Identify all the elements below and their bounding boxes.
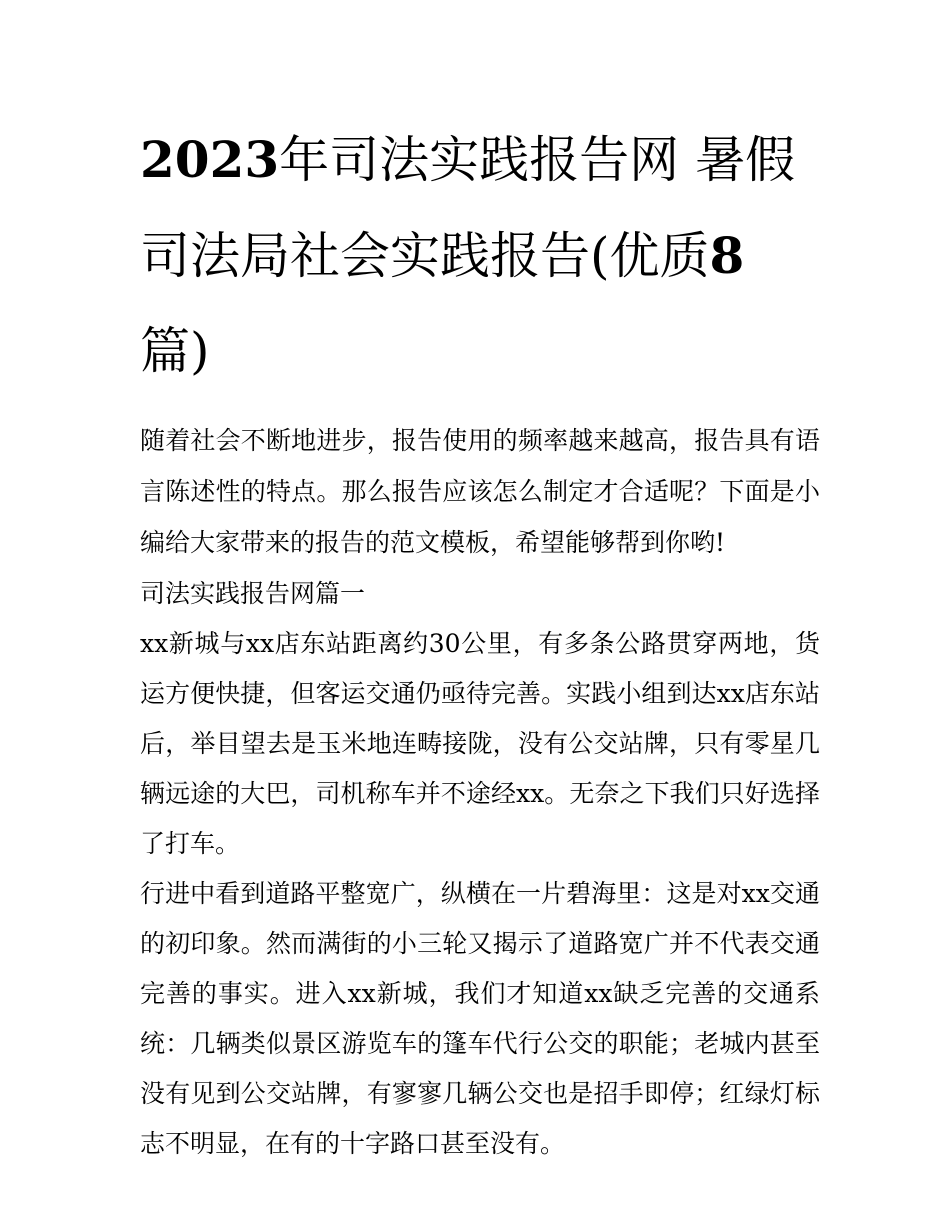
- title-line1-text: 年司法实践报告网 暑假: [279, 131, 796, 189]
- body-paragraph: 行进中看到道路平整宽广，纵横在一片碧海里：这是对xx交通的初印象。然而满街的小三轮又揭示了道路宽广并不代表交通完善的事实。进入xx新城，我们才知道xx缺乏完善的交通系统：几辆类似景区游览车的篷车代行公交的职能；老城内甚至没有见到公交站牌，有寥寥几辆公交也是招手即停；红绿灯标志不明显，在有的十字路口甚至没有。: [140, 879, 820, 1158]
- title-line2-text: 司法局社会实践报告(优质: [140, 227, 710, 285]
- title-year: 2023: [140, 130, 280, 189]
- title-line3-text: 篇): [140, 322, 210, 380]
- document-title: [140, 112, 820, 399]
- section-heading: 司法实践报告网篇一: [140, 579, 366, 608]
- title-count: 8: [709, 226, 745, 285]
- body-paragraph: xx新城与xx店东站距离约30公里，有多条公路贯穿两地，货运方便快捷，但客运交通仍亟待完善。实践小组到达xx店东站后，举目望去是玉米地连畴接陇，没有公交站牌，只有零星几辆远途的大巴，司机称车并不途经xx。无奈之下我们只好选择了打车。: [140, 629, 820, 858]
- intro-paragraph: 随着社会不断地进步，报告使用的频率越来越高，报告具有语言陈述性的特点。那么报告应该怎么制定才合适呢？下面是小编给大家带来的报告的范文模板，希望能够帮到你哟!: [140, 426, 820, 557]
- document-page: [140, 112, 820, 1169]
